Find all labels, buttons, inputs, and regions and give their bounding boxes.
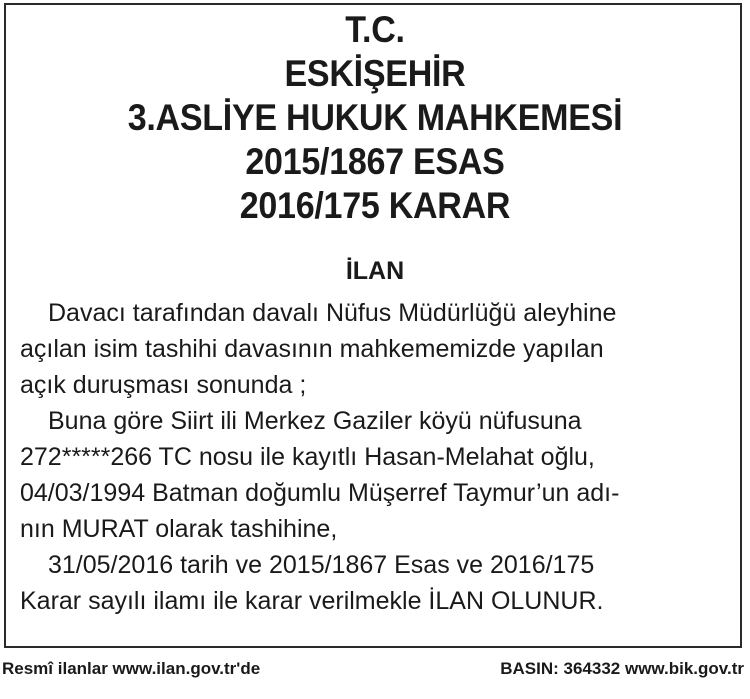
body-line: açık duruşması sonunda ;: [20, 371, 307, 399]
body-line: Davacı tarafından davalı Nüfus Müdürlüğü aleyhine: [48, 299, 617, 327]
court-header: [0, 8, 750, 228]
body-line: 04/03/1994 Batman doğumlu Müşerref Taymur’un adı-: [20, 479, 620, 507]
body-line: 31/05/2016 tarih ve 2015/1867 Esas ve 2016/175: [48, 551, 595, 579]
body-line: 272*****266 TC nosu ile kayıtlı Hasan-Melahat oğlu,: [20, 443, 595, 471]
body-line: nın MURAT olarak tashihine,: [20, 515, 338, 543]
notice-title: İLAN: [345, 257, 405, 285]
footer-ilan-source: Resmî ilanlar www.ilan.gov.tr'de: [2, 659, 261, 678]
body-line: açılan isim tashihi davasının mahkememizde yapılan: [20, 335, 604, 363]
header-line-case-number: 2015/1867 ESAS: [245, 141, 505, 182]
notice-body: [20, 295, 720, 619]
header-line-city: ESKİŞEHİR: [284, 53, 466, 94]
header-line-court: 3.ASLİYE HUKUK MAHKEMESİ: [127, 97, 623, 138]
body-line: Buna göre Siirt ili Merkez Gaziler köyü nüfusuna: [48, 407, 582, 435]
notice-footer: [0, 656, 750, 682]
header-line-country: T.C.: [345, 9, 405, 50]
body-line: Karar sayılı ilamı ile karar verilmekle İLAN OLUNUR.: [20, 587, 604, 615]
header-line-decision-number: 2016/175 KARAR: [239, 185, 511, 226]
footer-press-id: BASIN: 364332 www.bik.gov.tr: [500, 659, 744, 678]
